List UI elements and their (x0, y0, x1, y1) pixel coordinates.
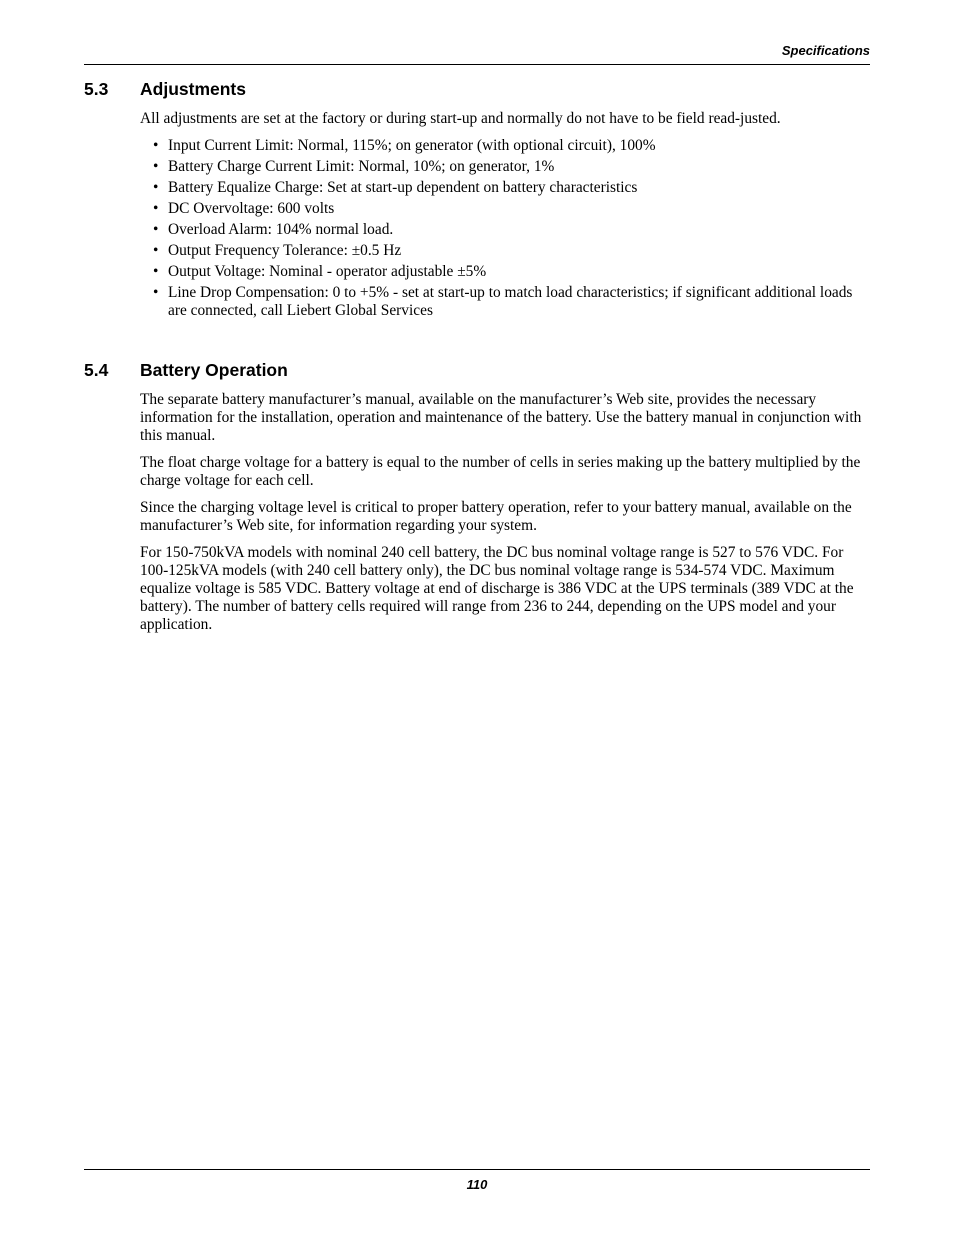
section-heading (84, 78, 870, 100)
list-item (140, 242, 870, 260)
body-paragraph: The float charge voltage for a battery is equal to the number of cells in series making up the battery multiplied by the charge voltage for each cell. (140, 454, 861, 489)
bullet-icon: • (153, 284, 159, 301)
page-number: 110 (466, 1177, 488, 1192)
bullet-icon: • (153, 242, 159, 259)
list-item (140, 263, 870, 281)
list-item-text: Output Frequency Tolerance: ±0.5 Hz (168, 242, 402, 259)
bullet-icon: • (153, 263, 159, 280)
header-rule (84, 64, 870, 65)
body-paragraph: For 150-750kVA models with nominal 240 cell battery, the DC bus nominal voltage range is 527 to 576 VDC. For 100-125kVA models (with 240 cell battery only), the DC bus nominal voltage range is 534-574 VDC. Maximum equalize voltage is 585 VDC. Battery voltage at end of discharge is 386 VDC at the UPS terminals (389 VDC at the battery). The number of battery cells required will range from 236 to 244, depending on the UPS model and your application. (140, 544, 854, 633)
list-item-text: Output Voltage: Nominal - operator adjustable ±5% (168, 263, 487, 280)
running-header-title: Specifications (781, 43, 870, 58)
list-item (140, 158, 870, 176)
section-title: Battery Operation (140, 360, 288, 380)
section-number: 5.4 (84, 360, 109, 380)
list-item (140, 221, 870, 239)
list-item (140, 284, 870, 320)
intro-paragraph: All adjustments are set at the factory or during start-up and normally do not have to be field read-justed. (140, 110, 781, 127)
section-body (140, 110, 870, 320)
bullet-icon: • (153, 158, 159, 175)
section-title: Adjustments (140, 79, 246, 99)
list-item-text: Battery Charge Current Limit: Normal, 10%; on generator, 1% (168, 158, 555, 175)
bullet-icon: • (153, 200, 159, 217)
section-number: 5.3 (84, 79, 109, 99)
body-paragraph: The separate battery manufacturer’s manual, available on the manufacturer’s Web site, provides the necessary information for the installation, operation and maintenance of the battery. Use the battery manual in conjunction with this manual. (140, 391, 862, 444)
bullet-icon: • (153, 137, 159, 154)
list-item-text: Line Drop Compensation: 0 to +5% - set at start-up to match load characteristics; if significant additional loads are connected, call Liebert Global Services (168, 284, 853, 319)
list-item-text: Overload Alarm: 104% normal load. (168, 221, 394, 238)
bullet-icon: • (153, 179, 159, 196)
footer-rule (84, 1169, 870, 1170)
section-heading (84, 359, 870, 381)
list-item (140, 200, 870, 218)
list-item-text: Input Current Limit: Normal, 115%; on generator (with optional circuit), 100% (168, 137, 656, 154)
list-item (140, 137, 870, 155)
list-item-text: Battery Equalize Charge: Set at start-up dependent on battery characteristics (168, 179, 638, 196)
section-adjustments (84, 78, 870, 323)
section-body (140, 391, 870, 634)
adjustments-list (140, 137, 870, 320)
list-item-text: DC Overvoltage: 600 volts (168, 200, 335, 217)
body-paragraph: Since the charging voltage level is critical to proper battery operation, refer to your battery manual, available on the manufacturer’s Web site, for information regarding your system. (140, 499, 852, 534)
list-item (140, 179, 870, 197)
section-battery-operation (84, 359, 870, 643)
bullet-icon: • (153, 221, 159, 238)
